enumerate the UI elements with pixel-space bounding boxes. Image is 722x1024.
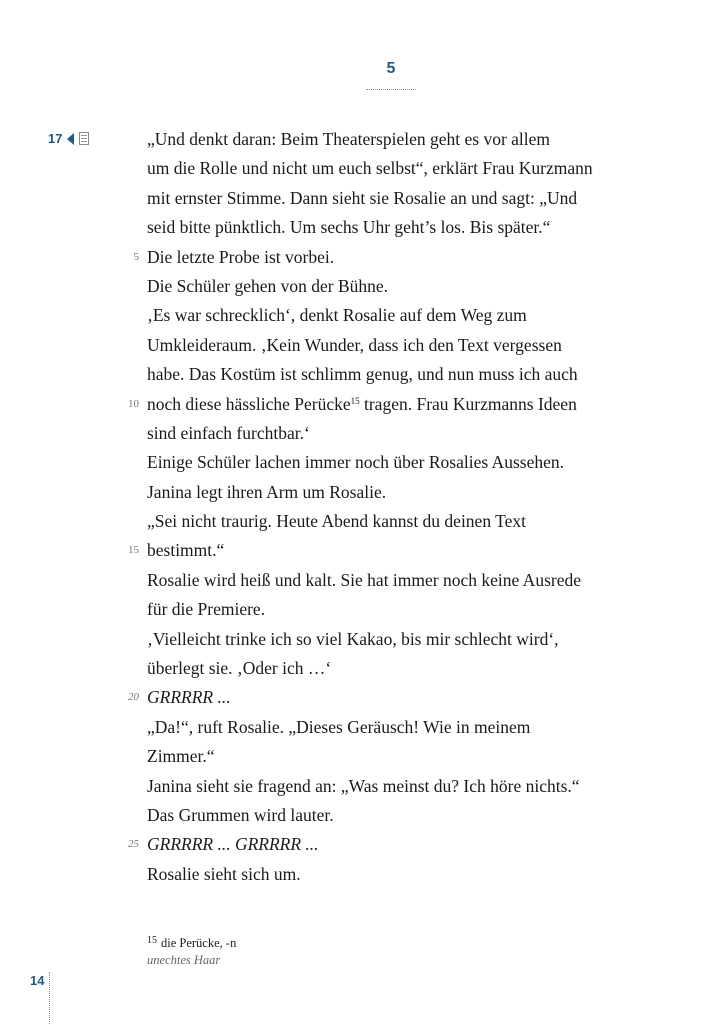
audio-track-number: 17	[48, 131, 63, 146]
line-text: mit ernster Stimme. Dann sieht sie Rosalie an und sagt: „Und	[147, 187, 578, 208]
line-text: „Da!“, ruft Rosalie. „Dieses Geräusch! Wie in meinem	[147, 716, 531, 737]
line-text: Umkleideraum. ‚Kein Wunder, dass ich den Text vergessen	[147, 334, 562, 355]
footnote-term: die Perücke, -n	[161, 936, 237, 950]
line-text: Die letzte Probe ist vorbei.	[147, 246, 335, 267]
line-number: 25	[128, 838, 139, 851]
line-number: 15	[128, 544, 139, 557]
line-number: 5	[133, 250, 139, 263]
line-text: „Und denkt daran: Beim Theaterspielen geht es vor allem	[147, 129, 551, 149]
line-text: Die Schüler gehen von der Bühne.	[147, 275, 389, 296]
text-line	[147, 360, 657, 389]
text-line	[147, 448, 657, 477]
footnote-definition: unechtes Haar	[147, 953, 221, 967]
text-line	[147, 566, 657, 595]
line-text: ‚Es war schrecklich‘, denkt Rosalie auf dem Weg zum	[147, 305, 527, 326]
text-line	[128, 830, 657, 859]
line-number: 10	[128, 397, 139, 410]
text-line	[128, 390, 657, 419]
text-line	[147, 742, 657, 771]
text-line	[133, 243, 657, 272]
text-line	[147, 184, 657, 213]
line-text: tragen. Frau Kurzmanns Ideen	[359, 393, 577, 414]
line-text: Zimmer.“	[147, 746, 215, 767]
text-line	[147, 301, 657, 330]
line-text: für die Premiere.	[147, 599, 266, 620]
line-text: Rosalie wird heiß und kalt. Sie hat immer noch keine Ausrede	[147, 569, 581, 590]
text-line	[147, 419, 657, 448]
text-line	[147, 507, 657, 536]
footnote-reference[interactable]: 15	[350, 395, 360, 406]
line-text: seid bitte pünktlich. Um sechs Uhr geht’s los. Bis später.“	[147, 217, 551, 238]
story-text	[128, 125, 657, 889]
line-text: ‚Vielleicht trinke ich so viel Kakao, bis mir schlecht wird‘,	[147, 628, 559, 649]
text-line	[147, 713, 657, 742]
line-text: Einige Schüler lachen immer noch über Rosalies Aussehen.	[147, 452, 564, 473]
text-line	[147, 625, 657, 654]
line-text: bestimmt.“	[147, 540, 225, 561]
text-line	[147, 331, 657, 360]
page-number: 14	[30, 973, 45, 988]
text-line	[147, 860, 657, 889]
text-line	[128, 536, 657, 565]
text-line	[147, 801, 657, 830]
text-line	[147, 154, 657, 183]
footnote-number: 15	[147, 935, 157, 946]
line-number: 20	[128, 691, 139, 704]
text-line	[128, 683, 657, 712]
page-margin-rule	[49, 972, 50, 1024]
line-text: Rosalie sieht sich um.	[147, 863, 301, 884]
line-text: Das Grummen wird lauter.	[147, 804, 334, 825]
speaker-icon	[67, 133, 74, 145]
line-text: „Sei nicht traurig. Heute Abend kannst du deinen Text	[147, 511, 526, 532]
line-text: sind einfach furchtbar.‘	[147, 422, 310, 443]
text-line	[147, 595, 657, 624]
document-icon	[79, 132, 89, 145]
text-line	[147, 125, 657, 154]
footnote	[147, 932, 236, 969]
line-text: noch diese hässliche Perücke	[147, 393, 351, 414]
text-line	[147, 654, 657, 683]
line-text: habe. Das Kostüm ist schlimm genug, und nun muss ich auch	[147, 364, 578, 385]
line-text: Janina sieht sie fragend an: „Was meinst du? Ich höre nichts.“	[147, 775, 580, 796]
audio-track-marker[interactable]	[48, 131, 89, 146]
chapter-number: 5	[386, 60, 396, 77]
text-line	[147, 478, 657, 507]
text-line	[147, 272, 657, 301]
line-text: GRRRRR ... GRRRRR ...	[147, 834, 319, 855]
text-line	[147, 213, 657, 242]
line-text: Janina legt ihren Arm um Rosalie.	[147, 481, 387, 502]
line-text: GRRRRR ...	[147, 687, 231, 708]
text-line	[147, 772, 657, 801]
line-text: um die Rolle und nicht um euch selbst“, erklärt Frau Kurzmann	[147, 158, 593, 179]
line-text: überlegt sie. ‚Oder ich …‘	[147, 658, 332, 679]
chapter-divider	[366, 89, 416, 90]
